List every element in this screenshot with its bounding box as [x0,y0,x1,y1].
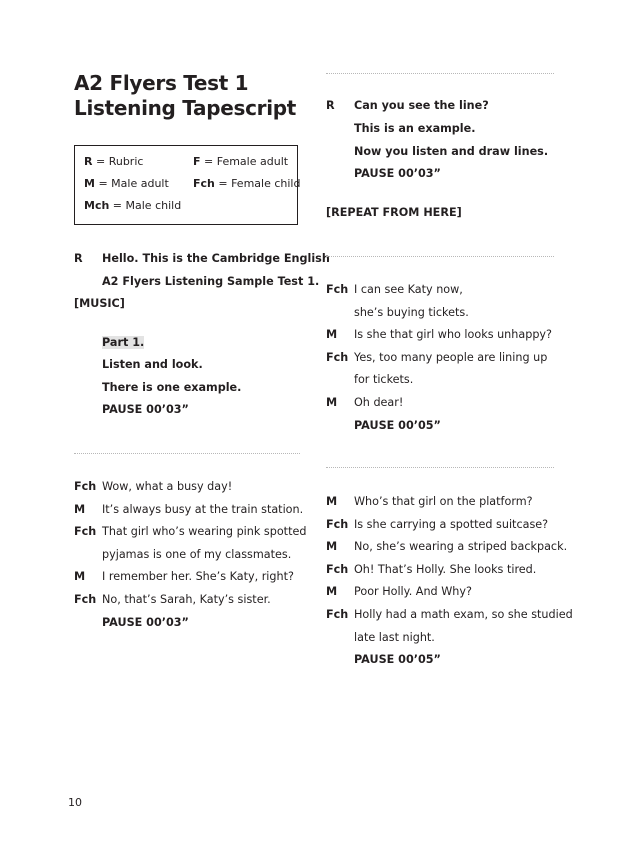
key-item: F = Female adult [193,155,289,168]
dotted-divider [74,453,300,454]
dialog-line: Is she carrying a spotted suitcase? [354,517,549,531]
dialog-line: I remember her. She’s Katy, right? [102,570,294,584]
dialog-line: No, that’s Sarah, Katy’s sister. [102,593,271,606]
part-heading: Part 1. [102,336,145,349]
repeat-cue: [REPEAT FROM HERE] [326,206,462,219]
dialog-line: late last night. [354,630,435,644]
speaker-label: Fch [74,480,97,493]
speaker-key-box [74,145,301,225]
speaker-label: M [74,570,86,584]
speaker-label: Fch [326,562,349,576]
dialog-line: Who’s that girl on the platform? [354,495,533,508]
intro-line: There is one example. [102,381,242,394]
pause-cue: PAUSE 00’03” [102,403,189,416]
dialog-line: for tickets. [354,373,414,387]
speaker-label: R [326,99,335,112]
speaker-label: M [326,585,338,599]
speaker-label: Fch [326,350,349,364]
music-cue: [MUSIC] [74,297,125,310]
key-item: R = Rubric [84,155,144,168]
key-item: M = Male adult [84,177,169,190]
speaker-label: M [74,502,86,516]
dialog-line: Yes, too many people are lining up [354,350,548,364]
speaker-label: M [326,396,338,409]
rubric-line: Now you listen and draw lines. [354,145,549,158]
dotted-divider [326,73,554,74]
title-line-2: Listening Tapescript [74,96,297,120]
pause-cue: PAUSE 00’05” [354,418,441,432]
intro-line: Hello. This is the Cambridge English [102,252,330,265]
dialog-line: That girl who’s wearing pink spotted [102,525,307,539]
rubric-line: This is an example. [354,122,476,135]
speaker-label: Fch [74,525,97,539]
title-line-1: A2 Flyers Test 1 [74,71,249,95]
speaker-label: M [326,540,338,554]
dialog-line: pyjamas is one of my classmates. [102,547,292,561]
key-item: Fch = Female child [193,177,301,190]
pause-cue: PAUSE 00’03” [354,167,441,180]
dialog-line: Is she that girl who looks unhappy? [354,328,552,342]
speaker-label: M [326,495,338,508]
pause-cue: PAUSE 00’03” [102,615,189,629]
dialog-line: I can see Katy now, [354,283,463,296]
page-number: 10 [68,796,82,809]
dialog-line: Wow, what a busy day! [102,480,233,493]
speaker-label: Fch [74,593,97,606]
dialog-line: Oh! That’s Holly. She looks tired. [354,562,537,576]
intro-line: Listen and look. [102,358,203,371]
speaker-label: Fch [326,608,349,621]
dialog-line: Poor Holly. And Why? [354,585,472,599]
speaker-label: Fch [326,283,349,296]
dotted-divider [326,467,554,468]
pause-cue: PAUSE 00’05” [354,653,441,667]
rubric-line: Can you see the line? [354,99,489,112]
speaker-label: R [74,252,83,265]
dotted-divider [326,256,554,257]
dialog-line: Holly had a math exam, so she studied [354,608,573,621]
intro-line: A2 Flyers Listening Sample Test 1. [102,275,320,288]
speaker-label: M [326,328,338,342]
dialog-line: It’s always busy at the train station. [102,502,304,516]
page-title [74,71,296,121]
dialog-line: she’s buying tickets. [354,305,469,319]
key-item: Mch = Male child [84,199,182,212]
speaker-label: Fch [326,517,349,531]
dialog-line: Oh dear! [354,396,404,409]
dialog-line: No, she’s wearing a striped backpack. [354,540,568,554]
